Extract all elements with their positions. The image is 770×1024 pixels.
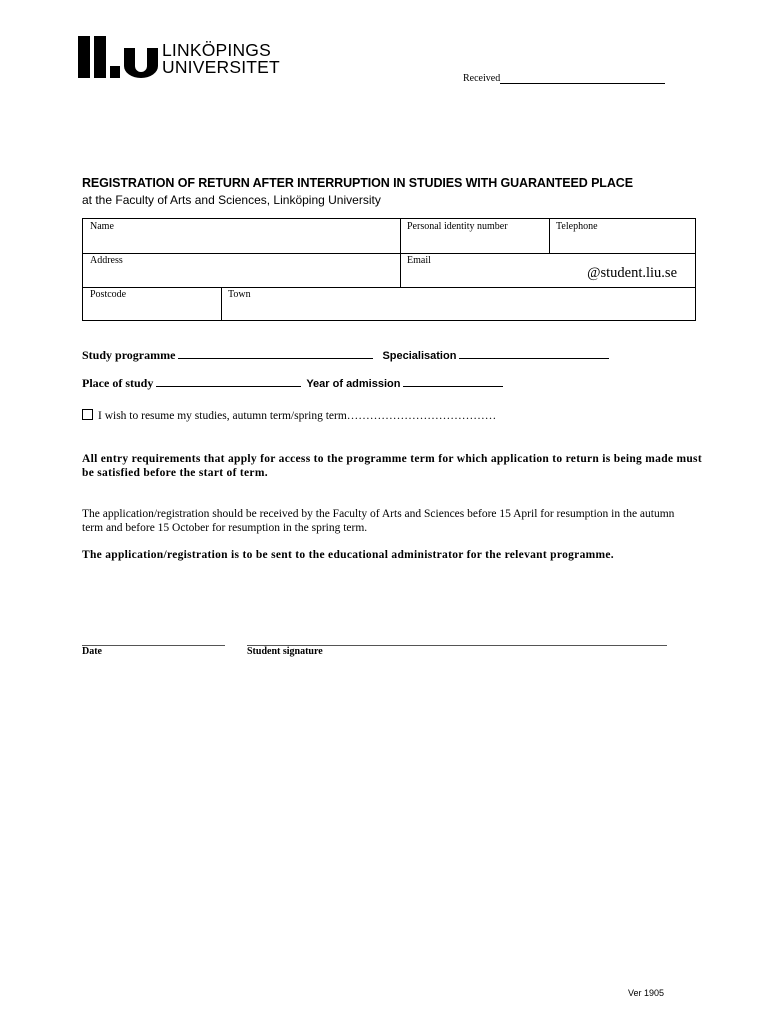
study-programme-row [82,348,609,363]
town-label: Town [228,289,251,300]
date-label: Date [82,646,102,657]
resume-checkbox[interactable] [82,409,93,420]
form-title: REGISTRATION OF RETURN AFTER INTERRUPTION IN STUDIES WITH GUARANTEED PLACE [82,176,633,190]
email-field[interactable] [400,253,695,287]
resume-checkbox-label: I wish to resume my studies, autumn term/spring term………………………………… [98,410,497,422]
form-subtitle: at the Faculty of Arts and Sciences, Linköping University [82,193,381,207]
personal-details-table [82,218,696,321]
received-label: Received [463,73,501,84]
telephone-label: Telephone [556,221,598,232]
year-of-admission-label: Year of admission [306,378,401,390]
study-programme-label: Study programme [82,348,176,362]
place-of-study-label: Place of study [82,376,154,390]
deadline-notice: The application/registration should be received by the Faculty of Arts and Sciences before 15 April for resumption in the autumn term and before 15 October for resumption in the spring term. [82,508,675,534]
logo-wordmark [162,42,280,76]
town-field[interactable] [221,287,695,321]
requirements-notice: All entry requirements that apply for access to the programme term for which application to return is being made must be satisfied before the start of term. [82,453,702,479]
received-line[interactable] [500,75,665,84]
address-field[interactable] [83,253,400,287]
personal-id-label: Personal identity number [407,221,508,232]
specialisation-input[interactable] [459,348,609,359]
student-signature-label: Student signature [247,646,323,657]
study-programme-input[interactable] [178,348,373,359]
telephone-field[interactable] [549,219,695,253]
place-of-study-row [82,376,503,391]
personal-id-field[interactable] [400,219,549,253]
resume-studies-option [82,409,496,422]
email-domain: @student.liu.se [587,265,677,281]
specialisation-label: Specialisation [382,350,457,362]
name-field[interactable] [83,219,400,253]
email-label: Email [407,255,431,266]
place-of-study-input[interactable] [156,376,301,387]
send-to-notice: The application/registration is to be sent to the educational administrator for the relevant programme. [82,549,614,561]
logo-line2: UNIVERSITET [162,57,280,77]
date-line[interactable] [82,645,225,646]
year-of-admission-input[interactable] [403,376,503,387]
liu-logo-mark-icon [78,36,158,80]
university-logo [78,36,280,80]
address-label: Address [90,255,123,266]
received-field [463,73,665,84]
postcode-label: Postcode [90,289,127,300]
postcode-field[interactable] [83,287,221,321]
logo-line1: LINKÖPINGS [162,40,271,60]
name-label: Name [90,221,114,232]
version-label: Ver 1905 [628,988,665,998]
